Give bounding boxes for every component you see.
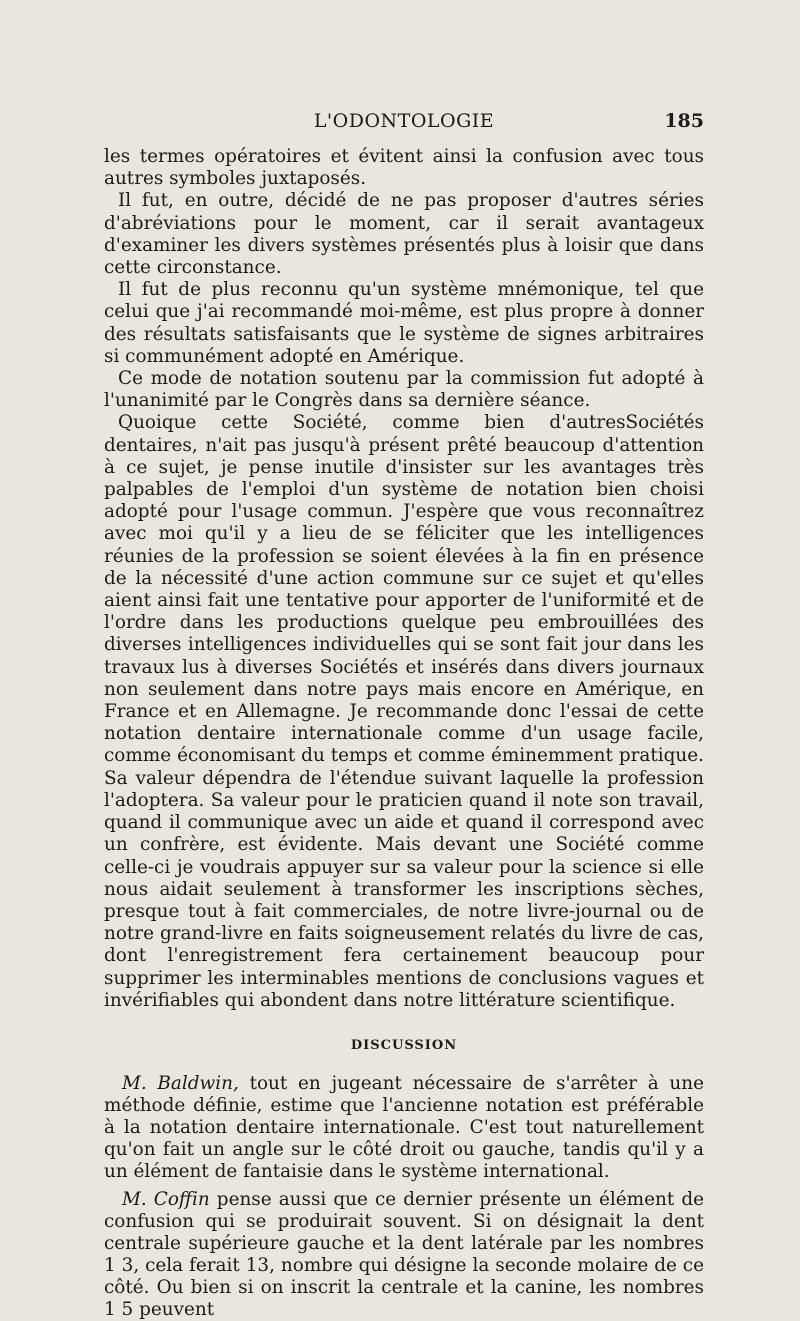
speaker-remark: tout en jugeant nécessaire de s'arrêter à une méthode définie, estime que l'ancienne notation est préférable à la notation dentaire internationale. C'est tout naturellement qu'on fait un angle sur le côté droit ou gauche, tandis qu'il y a un élément de fantaisie dans le système international. (104, 1072, 704, 1182)
paragraph: les termes opératoires et évitent ainsi la confusion avec tous autres symboles juxtaposés. (104, 146, 704, 190)
section-heading: DISCUSSION (350, 1037, 458, 1053)
page-number: 185 (664, 110, 704, 132)
discussion-entry (104, 1189, 704, 1321)
paragraph: Quoique cette Société, comme bien d'autresSociétés dentaires, n'ait pas jusqu'à présent prêté beaucoup d'attention à ce sujet, je pense inutile d'insister sur les avantages très palpables de l'emploi d'un système de notation bien choisi adopté pour l'usage commun. J'espère que vous reconnaîtrez avec moi qu'il y a lieu de se féliciter que les intelligences réunies de la profession se soient élevées à la fin en présence de la nécessité d'une action commune sur ce sujet et qu'elles aient ainsi fait une tentative pour apporter de l'uniformité et de l'ordre dans les productions quelque peu embrouillées des diverses intelligences individuelles qui se sont fait jour dans les travaux lus à diverses Sociétés et insérés dans divers journaux non seulement dans notre pays mais encore en Amérique, en France et en Allemagne. Je recommande donc l'essai de cette notation dentaire internationale comme d'un usage facile, comme économisant du temps et comme éminemment pratique. Sa valeur dépendra de l'étendue suivant laquelle la profession l'adoptera. Sa valeur pour le praticien quand il note son travail, quand il communique avec un aide et quand il correspond avec un confrère, est évidente. Mais devant une Société comme celle-ci je voudrais appuyer sur sa valeur pour la science si elle nous aidait seulement à transformer les inscriptions sèches, presque tout à fait commerciales, de notre livre-journal ou de notre grand-livre en faits soigneusement relatés du livre de cas, dont l'enregistrement fera certainement beaucoup pour supprimer les interminables mentions de conclusions vagues et invérifiables qui abondent dans notre littérature scientifique. (104, 412, 704, 1011)
speaker-name: M. Baldwin, (122, 1072, 239, 1094)
running-header (104, 108, 704, 138)
main-text (104, 146, 704, 1012)
discussion-section (104, 1073, 704, 1321)
paragraph: Il fut de plus reconnu qu'un système mnémonique, tel que celui que j'ai recommandé moi-même, est plus propre à donner des résultats satisfaisants que le système de signes arbitraires si communément adopté en Amérique. (104, 279, 704, 367)
speaker-remark: pense aussi que ce dernier présente un élément de confusion qui se produirait souvent. Si on désignait la dent centrale supérieure gauche et la dent latérale par les nombres 1 3, cela ferait 13, nombre qui désigne la seconde molaire de ce côté. Ou bien si on inscrit la centrale et la canine, les nombres 1 5 peuvent (104, 1188, 704, 1320)
discussion-entry (104, 1073, 704, 1183)
speaker-name: M. Coffin (122, 1188, 210, 1210)
paragraph: Il fut, en outre, décidé de ne pas proposer d'autres séries d'abréviations pour le moment, car il serait avantageux d'examiner les divers systèmes présentés plus à loisir que dans cette circonstance. (104, 190, 704, 279)
paragraph: Ce mode de notation soutenu par la commission fut adopté à l'unanimité par le Congrès dans sa dernière séance. (104, 368, 704, 412)
journal-title: L'ODONTOLOGIE (313, 110, 495, 132)
